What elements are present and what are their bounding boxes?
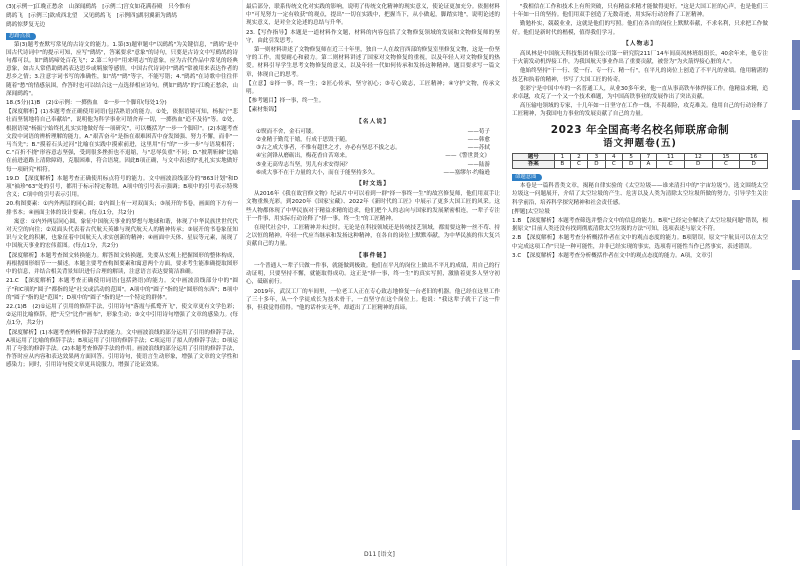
exam-title: 2023 年全国高考名校名师联席命制 <box>550 123 730 136</box>
exam-subtitle: 语文押题卷(五) <box>603 137 677 149</box>
person-paragraph-1: 高凤林是中国航天科技集团有限公司第一研究院211厂14车间高凤林班组组长，40余年来，他专注于火箭发动机焊接工作，为我国航天事业作出了重要贡献，被誉为"为火箭焊接心脏的人"。 <box>512 51 768 66</box>
question-number: 2 <box>571 153 588 161</box>
answer-cell: C <box>571 161 588 169</box>
edge-index-tab <box>792 360 800 430</box>
q19-answer: 19.D 【深度解析】本题考查正确使用标点符号的能力。文中画波浪线部分的"863计划"和D项"袖珍"63"处的引号，都用于标示特定称谓。A项中的引号表示强调；B项中的引号表示特殊含义；C项中的引号表示引用。 <box>6 175 238 199</box>
answer-table <box>512 153 768 170</box>
question-number: 15 <box>712 153 740 161</box>
person-paragraph-3: 张彩宁是中国中车的一名普通工人，从业30多年来，他一直从事高铁车体焊接工作。他精益求精，追求卓越，攻克了一个又一个技术难题，为中国高铁事业的发展作出了突出贡献。 <box>512 85 768 101</box>
q20-meaning: 寓意：①内外两层同心圆，象征中国航天事业的梦想与地球和谐，体现了中华民族世世代代对天空的向往；②双面头代表着古代航天英雄与现代航天人的精神传承；③展开的书卷象征知识与文化的积累，也象征着中国航天人求实创新的精神；④画面中天体、星辰等元素，展现了中国航天事业的宏伟蓝图。(每点1分，共2分) <box>6 218 238 250</box>
edge-index-tab <box>792 40 800 110</box>
q17-hint: 第(3)题考查默写常见的古诗文的能力。1.第(3)题审题中"以鹧鸪"为关键信息，"鹧鸪"是中国古代诗词中"的提示可知，应写"鹧鸪"，答案要求"意象"的诗句，只要是古诗文中写鹧鸪的诗句都可以。如"鹧鸪啼处百花飞"；2.第二句中"用来明志"的意象，应为古代作品中常见的经典意象，如古人常借助鹧鸪表达思乡或羁旅等感情，中国古代诗词中"鹧鸪"常被用来表达作者的思乡之情；3.注意字词书写的准确性，如"鸪""鹧"等字，不能写错；4."鹧鸪"在诗歌中往往伴随着"愁"的情感氛围，作答时也可以结合这一点选择相应诗句。例如"鹧鸪"的"江晚正愁余，山深闻鹧鸪"。 <box>6 41 238 97</box>
events-paragraph-1: 一个普通人一辈子只做一件事，就能做到极致。他们在平凡的岗位上做出不平凡的成绩，用自己的行动证明，只要坚持不懈，就能取得成功。这正是"择一事，终一生"的真实写照，激励着更多人坚守初心，砥砺前行。 <box>246 262 500 286</box>
quotes-heading: 【名人说】 <box>356 118 390 125</box>
q23-title: 【参考题目】择一事，终一生。 <box>246 98 325 105</box>
material-label: 【素材集锦】 <box>246 107 280 114</box>
edge-index-tab <box>792 120 800 190</box>
article-paragraph-2: 在现代社会中，工匠精神并未过时。无论是在科技领域还是传统技艺领域，都需要这种一丝不苟、持之以恒的精神。年轻一代应当继承和发扬这种精神，在各自的岗位上默默奉献，为中华民族的伟大复兴贡献自己的力量。 <box>246 225 500 248</box>
quote-line: ③古之成大事者，不惟有超世之才，亦必有坚忍不拔之志。 ——苏轼 <box>256 145 490 152</box>
answer-table-answer-row <box>513 161 768 169</box>
answer-cell: C <box>657 161 685 169</box>
edge-index-tab <box>792 440 800 510</box>
quote-line: ①锲而不舍，金石可镂。 ——荀子 <box>256 128 490 135</box>
edge-index-tab <box>792 200 800 270</box>
q21-answer: 21.C 【深度解析】本题考查正确使用词语(包括熟语)的能力。文中画波浪线部分中的"圆子"和C项的"圆子"都指的是"社交或活动的范围"。A项中的"圆子"指的是"圆形的东西"；B项中的"圆子"指的是"范围"；D项中的"圆子"指的是"一个特定的群体"。 <box>6 278 238 301</box>
q20-analysis: 【深度解析】本题考查图文转换能力。解答图文转换题，先要从宏观上把握图形的整体构成，再根据图形细节一一描述。本题主要考查构图要素和寓意两个方面，要求考生能准确提取图形中的信息，并结合相关背景知识进行合理的解读，注意语言表达要简洁准确。 <box>6 252 238 276</box>
middle-column <box>246 3 500 313</box>
answer-2: 2.B 【深度解析】本题考查分析概括作者在文中的观点态度的能力。B项错误，原文"宇航员可以在太空中完成这项工作"只是一种可能性，并非已经实现的事实，选项将可能性当作已然事实，表述错误。 <box>512 235 768 250</box>
q17-answer-line-1: (3)[示例一]江晚正愁余 山深闻鹧鸪 [示例二]宫女如花满春殿 只今惟有 <box>6 4 191 10</box>
q18-answer: 18.(5分)(1)B (2)①示例：一掷热血 ②一步一个脚印(每处1分) <box>6 100 167 107</box>
answer-1: 1.B 【深度解析】本题考查筛选并整合文中的信息的能力。B项"已经完全解决了太空垃圾问题"错误，根据原文"目前人类还没有找到彻底清除太空垃圾的方法"可知，选项表述与原文不符。 <box>512 218 768 233</box>
intro-paragraph-1: "我相信在工作和技术上有所突破，只有精益求精才能做得更好。"这是大国工匠的心声，也是他们三十年如一日的坚持。他们用双手创造了无数奇迹，用实际行动诠释了工匠精神。 <box>512 4 768 19</box>
guide-text: 本卷是一篇科普类文章，揭秘自律实验的《太空垃圾——谁来清扫中的"宇宙垃圾"》。选文围绕太空垃圾这一问题展开，介绍了太空垃圾的产生、危害以及人类为清除太空垃圾所做的努力，引导学生关注科学前沿，培养科学探究精神和社会责任感。 <box>512 183 768 206</box>
q17-answer-line-2: 鹧鸪飞 [示例三]欲成西北望 又见鹧鸪飞 [示例四]湖羽翼新为鹧鸪 <box>6 13 177 20</box>
answer-cell: C <box>605 161 622 169</box>
q23-guidance: 23.【写作指导】本题是一道材料作文题，材料的内容包括了文物修复领域的发展和文物修复师的坚守，由此引发思考。 <box>246 29 500 44</box>
table-label: 题号 <box>513 153 555 161</box>
events-heading: 【事件链】 <box>356 252 390 259</box>
answer-cell: D <box>684 161 712 169</box>
answer-cell: D <box>740 161 768 169</box>
question-number: 12 <box>684 153 712 161</box>
answer-cell: C <box>712 161 740 169</box>
article-heading: 【时文选】 <box>356 181 390 188</box>
guide-tag: 命题意图 <box>512 174 542 181</box>
answer-cell: A <box>640 161 656 169</box>
table-label: 答案 <box>513 161 555 169</box>
events-paragraph-2: 2019年，武汉工厂的车间里，一位老工人正在专心致志地修复一台老旧的机器。他已经在这里工作了三十多年，从一个学徒成长为技术骨干，一直坚守在这个岗位上。他说："我这辈子就干了这一件事，但我觉得值得。"他的话朴实无华，却道出了工匠精神的真谛。 <box>246 288 500 311</box>
page-footer: D11 [语文] <box>364 551 395 558</box>
question-number: 4 <box>605 153 622 161</box>
article-paragraph-1: 从2016年《我在故宫修文物》纪录片中可以看到一群"择一事终一生"的故宫修复师，他们用双手让文物重焕光彩。到2020年《国家宝藏》、2022年《新时代的工匠》中展示了更多大国工匠的风采。这些人物都体现了中华民族对于精益求精的追求，他们把个人的志向与国家的发展紧密相连，一辈子专注于一件事，用实际行动诠释了"择一事，终一生"的工匠精神。 <box>246 191 500 222</box>
intro-paragraph-2: 勤勉朴实，兢兢业业，这就是他们的写照。他们在各自的岗位上默默奉献，不求名利，只求把工作做好。他们是新时代的楷模，值得我们学习。 <box>512 21 768 36</box>
answer-cell: D <box>587 161 605 169</box>
q18-analysis: 【深度解析】(1)本题考查正确使用词语(包括熟语)的能力。①处，依据语境可知，杨振宁"悲壮而坚韧地将自己奉献给"，说明他为科学事业可谓舍弃一切，一掷热血"追不及待"等。②处，根据语境"杨振宁始终扎扎实实地做好每一项研究"，可以概括为"一步一个脚印"。(2)本题考查文段中词语的辨析理解的能力。A."艰苦奋斗"是指在艰难困苦中奋发图强、努力不懈，而非"一马当先"；B."摸着石头过河"比喻在实践中摸索前进，这里用"行"的"一步一步"与语境相符；C."百折不挠"形容意志坚强，受到很多挫折也不退缩，与"忍辱负重"不同；D."披荆斩棘"比喻在前进道路上清除障碍，克服困难，符合语境。因此B项正确，与文中表述的"扎扎实实地做好每一项研究"相符。 <box>6 109 238 173</box>
q22-answer: 22.(1)B (2)①运用了引用的修辞手法，引用诗句"落霞与孤鹜齐飞"，使文章更有文学色彩；②运用比喻修辞，把"天空"比作"画布"，形象生动；③文中引用诗句增强了文章的感染力。(每点1分，共2分) <box>6 303 238 327</box>
question-number: 7 <box>640 153 656 161</box>
question-number: 5 <box>622 153 640 161</box>
q23-ideas: 【立意】①择一事，终一生；②匠心传承，坚守初心；③专心致志，工匠精神；④守护文物，传承文明。 <box>246 80 500 96</box>
quote-line: ⑤业无高卑志当坚，男儿有求安得闲？ ——陆游 <box>256 161 490 168</box>
q23-material: 第一则材料讲述了文物修复师在近三十年里，独自一人在故宫西部的修复室里修复文物，这是一份坚守的工作，需要耐心和毅力。第二则材料讲述了国家对文物修复的重视，以及年轻人对文物修复的热爱。材料引导学生思考文物修复的意义，以及年轻一代如何传承和发扬这种精神。题目要求写一篇文章，体现自己的思考。 <box>246 47 500 78</box>
answer-3: 3.C 【深度解析】本题考查分析概括作者在文中的观点态度的能力。A项，文章引 <box>512 252 713 259</box>
q22-analysis: 【深度解析】(1)本题考查辨析修辞手法的能力。文中画波浪线的部分运用了引用的修辞手法，A项运用了比喻的修辞手法；B项运用了引用的修辞手法；C项运用了拟人的修辞手法；D项运用了夸张的修辞手法。(2)本题考查修辞手法的作用。画波浪线的部分运用了引用的修辞手法，作答时应从内容和表达效果两方面回答。引用诗句，使语言生动形象，增强了文章的文学性和感染力；同时，引用诗句使文章更具说服力，增强了论证效果。 <box>6 329 238 369</box>
question-number: 16 <box>740 153 768 161</box>
answer-cell: D <box>622 161 640 169</box>
quote-line: ④宝剑锋从磨砺出，梅花香自苦寒来。 ——《警世贤文》 <box>256 153 490 160</box>
quote-line: ⑥成大事不在于力量的大小，而在于能坚持多久。 ——塞缪尔·约翰逊 <box>256 169 490 176</box>
q20-elements: 20.构图要素：①内外两层的同心圆；②内圆上有一对双面头；③展开的书卷，画面的下方有一排书本；④画面主体的设计要素。(每点1分，共2分) <box>6 201 238 216</box>
answer-table-header-row <box>513 153 768 161</box>
person-paragraph-4: 高压输电领域的专家，十几年如一日坚守在工作一线，不畏艰险，攻克难关。他用自己的行动诠释了工匠精神，为我国电力事业的发展贡献了自己的力量。 <box>512 103 768 118</box>
quotes-list <box>246 128 500 177</box>
quote-line: ②业精于勤荒于嬉，行成于思毁于随。 ——韩愈 <box>256 137 490 144</box>
right-column <box>512 3 768 261</box>
person-paragraph-2: 他始终坚持"干一行、爱一行、专一行、精一行"，在平凡的岗位上创造了不平凡的业绩。他用精湛的技艺和执着的精神，书写了大国工匠的传奇。 <box>512 68 768 83</box>
tip-tag: 思路点拨 <box>6 33 36 40</box>
answer-cell: B <box>554 161 571 169</box>
question-number: 1 <box>554 153 571 161</box>
reading-heading: [押题]太空垃圾 <box>512 208 550 215</box>
q22-conclusion: 最后部分，联系传统文化对实践的影响，说明了传统文化精神的现实意义，使论证更加充分。依据材料中"可见努力一定有收获"的观点，提出"一切在实践中，把握当下，从小做起，脚踏实地"，说明论述的现实意义，是对全文论述的总结与升华。 <box>246 4 500 27</box>
question-number: 11 <box>657 153 685 161</box>
left-column <box>6 3 238 371</box>
q17-answer-line-3: 鹧鸪惊梦复无边 <box>6 22 46 29</box>
question-number: 3 <box>587 153 605 161</box>
people-heading: 【人物志】 <box>623 40 657 47</box>
edge-index-tab <box>792 280 800 350</box>
